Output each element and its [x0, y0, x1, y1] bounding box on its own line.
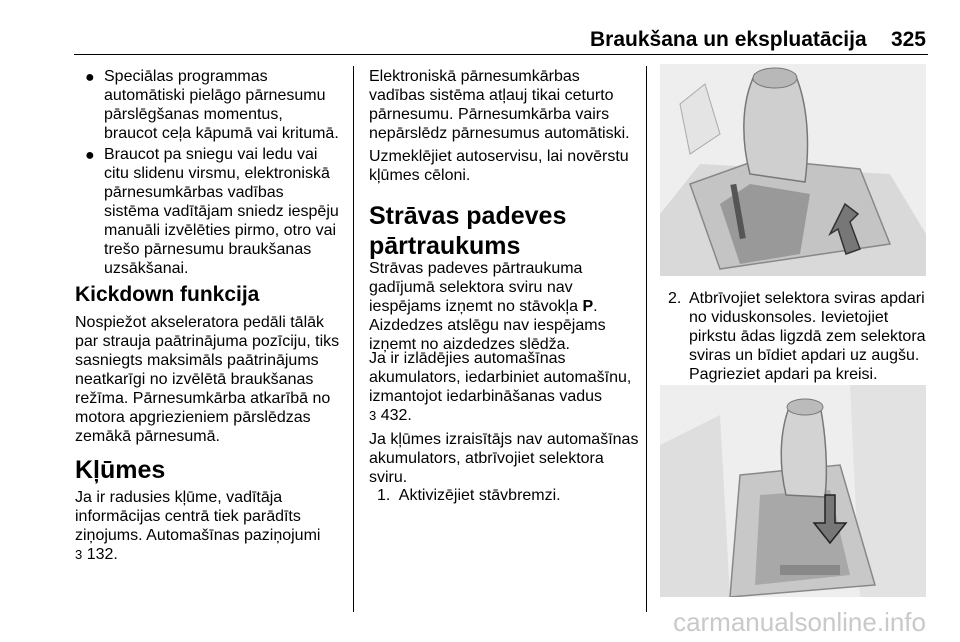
step-text: Aktivizējiet stāvbremzi.: [398, 487, 561, 504]
step-text: [689, 289, 926, 384]
text-line: iespējams izņemt no stāvokļa P.: [369, 298, 598, 315]
text-line: pārslēgšanas momentus,: [104, 106, 283, 123]
text-line: sviru.: [369, 469, 408, 486]
paragraph: [369, 349, 631, 425]
page-number: 325: [890, 28, 926, 51]
text-line: vadības sistēma atļauj tikai ceturto: [369, 87, 614, 104]
text-line: sasniegts maksimāls paātrinājums: [75, 352, 319, 369]
text-line: informācijas centrā tiek parādīts: [75, 508, 301, 525]
text-line: automātiski pielāgo pārnesumu: [104, 87, 326, 104]
step-number: 1.: [377, 487, 391, 504]
bullet-icon: ●: [85, 69, 95, 86]
heading-line: Strāvas padeves: [369, 202, 567, 230]
paragraph: [369, 67, 630, 143]
text-line: pārnesumu. Pārnesumkārba vairs: [369, 106, 610, 123]
kickdown-paragraph: [75, 313, 339, 446]
step-number: 2.: [668, 290, 682, 307]
text-line: zemākā pārnesumā.: [75, 428, 220, 445]
page-reference[interactable]: 3 132.: [75, 546, 118, 563]
text-line: ziņojums. Automašīnas paziņojumi: [75, 527, 321, 544]
text-line: citu slidenu virsmu, elektroniskā: [104, 165, 330, 182]
reference-arrow-icon: 3: [75, 547, 83, 562]
heading-line: pārtraukums: [369, 232, 521, 260]
gear-position-p: P: [582, 298, 594, 315]
step-item: [668, 289, 681, 308]
text-line: izmantojot iedarbināšanas vadus: [369, 388, 603, 405]
text-line: akumulators, iedarbiniet automašīnu,: [369, 369, 632, 386]
text-line: trešo pārnesumu braukšanas: [104, 241, 312, 258]
text-line: gadījumā selektora sviru nav: [369, 279, 573, 296]
paragraph: [369, 147, 629, 185]
text-line: Aizdedzes atslēgu nav iespējams: [369, 317, 606, 334]
text-line: Speciālas programmas: [104, 68, 268, 85]
bullet-icon: ●: [85, 147, 95, 164]
gear-selector-illustration: [660, 64, 926, 276]
text-line: režīma. Pārnesumkārba atkarībā no: [75, 390, 331, 407]
text-line: pirkstu ādas ligzdā zem selektora: [689, 328, 926, 345]
column-divider: [646, 66, 647, 612]
text-line: Elektroniskā pārnesumkārbas: [369, 68, 580, 85]
text-line: Ja ir izlādējies automašīnas: [369, 350, 566, 367]
gear-selector-image-1: [660, 64, 926, 276]
text-line: manuāli izvēlēties pirmo, otro vai: [104, 222, 337, 239]
text-line: Pagrieziet apdari pa kreisi.: [689, 366, 878, 383]
text-line: sistēma vadītājam sniedz iespēju: [104, 203, 339, 220]
text-line: par strauja paātrinājuma pozīciju, tiks: [75, 333, 340, 350]
column-divider: [353, 66, 354, 612]
reference-arrow-icon: 3: [369, 408, 377, 423]
text-line: pārnesumkārbas vadības: [104, 184, 284, 201]
bullet-item: [104, 145, 339, 278]
page-reference[interactable]: 3 432.: [369, 407, 412, 424]
text-line: uzsākšanai.: [104, 260, 189, 277]
paragraph: [369, 259, 606, 354]
text-line: motora apgriezieniem pārslēdzas: [75, 409, 311, 426]
text-line: kļūmes cēloni.: [369, 167, 471, 184]
paragraph: [369, 430, 638, 487]
text-line: Atbrīvojiet selektora sviras apdari: [689, 290, 925, 307]
section-heading-faults: Kļūmes: [75, 456, 166, 484]
text-line: sviras un bīdiet apdari uz augšu.: [689, 347, 920, 364]
text-line: braucot ceļa kāpumā vai kritumā.: [104, 125, 339, 142]
gear-trim-illustration: [660, 385, 926, 597]
text-line: no viduskonsoles. Ievietojiet: [689, 309, 889, 326]
gear-selector-image-2: [660, 385, 926, 597]
text-line: akumulators, atbrīvojiet selektora: [369, 450, 604, 467]
running-header-title: Braukšana un ekspluatācija: [590, 28, 867, 51]
header-rule: [74, 54, 928, 55]
text-line: Strāvas padeves pārtraukuma: [369, 260, 583, 277]
bullet-item: [104, 67, 339, 143]
text-line: nepārslēdz pārnesumus automātiski.: [369, 125, 630, 142]
faults-paragraph: [75, 488, 320, 564]
section-heading-power-interruption: [369, 201, 566, 261]
watermark: carmanualsonline.info: [673, 607, 926, 637]
text-line: neatkarīgi no izvēlētā braukšanas: [75, 371, 314, 388]
section-heading-kickdown: Kickdown funkcija: [75, 283, 260, 306]
text-line: Ja kļūmes izraisītājs nav automašīnas: [369, 431, 639, 448]
text-line: Braucot pa sniegu vai ledu vai: [104, 146, 318, 163]
text-line: izņemt no aizdedzes slēdža.: [369, 336, 570, 353]
text-line: Ja ir radusies kļūme, vadītāja: [75, 489, 283, 506]
text-line: Nospiežot akseleratora pedāli tālāk: [75, 314, 325, 331]
step-item: [377, 486, 561, 505]
text-line: Uzmeklējiet autoservisu, lai novērstu: [369, 148, 629, 165]
